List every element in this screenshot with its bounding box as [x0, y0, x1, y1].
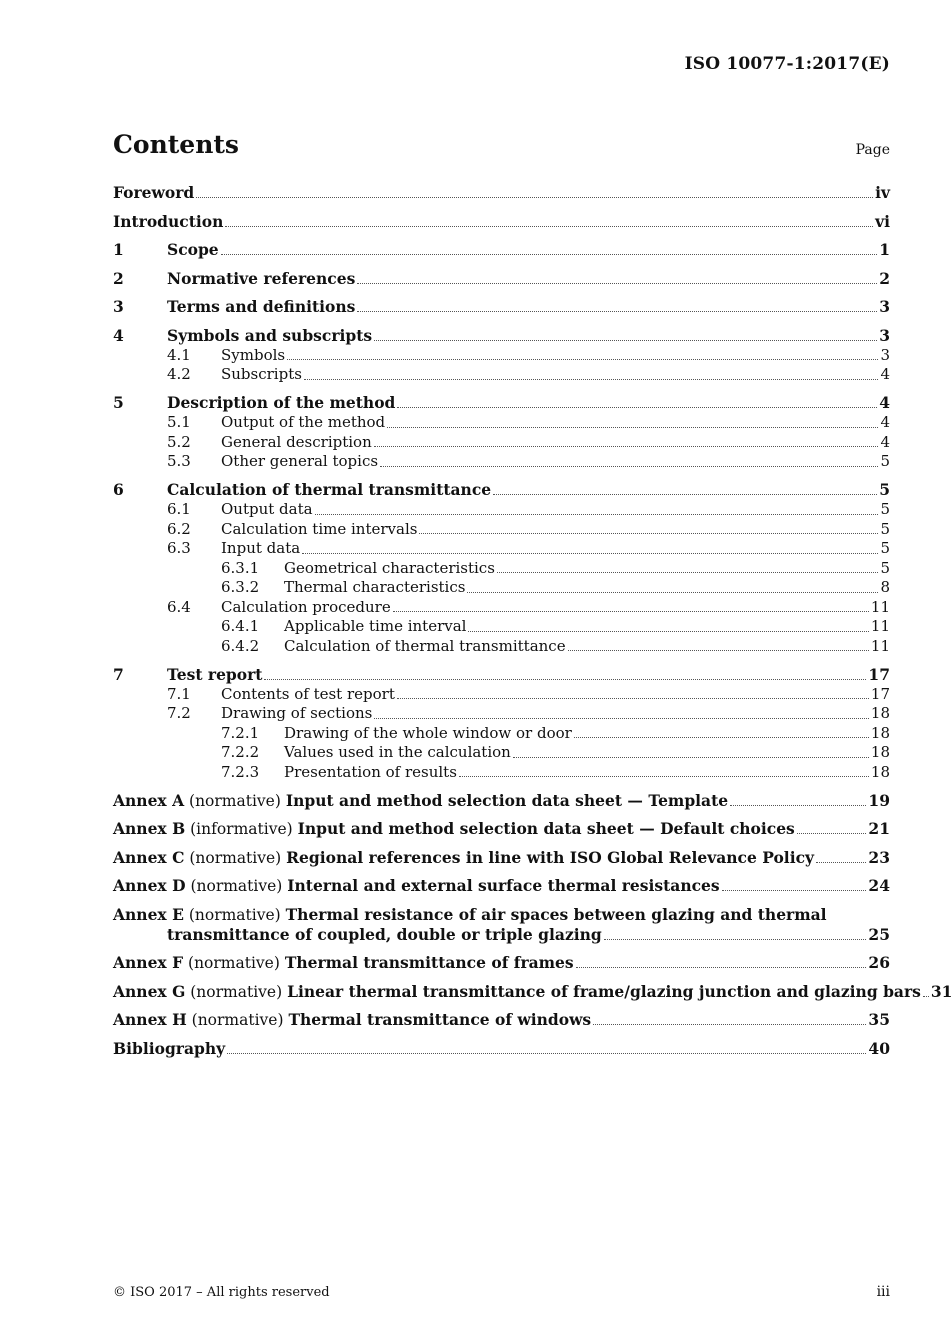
toc-entry-number: 7.1 [167, 684, 191, 703]
toc-entry-title[interactable]: Subscripts [221, 365, 302, 383]
dot-leader [393, 610, 869, 612]
toc-entry-title[interactable]: Normative references [167, 268, 356, 288]
toc-entry[interactable] [113, 617, 890, 637]
toc-entry[interactable] [113, 598, 890, 618]
toc-entry-page: 11 [870, 636, 890, 655]
bibliography-page: 40 [868, 1038, 890, 1058]
toc-entry-number: 5.3 [167, 452, 191, 470]
dot-leader [497, 571, 879, 573]
toc-entry-title[interactable]: Output data [221, 500, 313, 518]
toc-entry-page: 5 [880, 539, 890, 557]
annex-title[interactable]: Input and method selection data sheet — Template [285, 790, 729, 810]
annex-heading [113, 819, 795, 839]
annex-page: 24 [868, 876, 890, 895]
toc-entry-number: 6.3.2 [221, 578, 260, 596]
annex-type: (normative) [190, 982, 283, 1001]
toc-entry-number: 2 [113, 268, 124, 288]
toc-entry-number: 7.2.2 [221, 743, 260, 761]
annex-page: 19 [868, 790, 890, 810]
toc-entry-number: 6.2 [167, 519, 191, 538]
toc-entry-title[interactable]: Thermal characteristics [284, 578, 466, 596]
toc-entry-number: 7.2 [167, 704, 191, 722]
toc-entry[interactable] [113, 743, 890, 763]
toc-entry-page: 5 [879, 480, 890, 499]
annex-page: 21 [868, 819, 890, 838]
dot-leader [374, 339, 877, 341]
annex-title[interactable]: Input and method selection data sheet — Default choices [297, 819, 795, 838]
toc-entry-page: 18 [870, 704, 890, 722]
bibliography-title[interactable]: Bibliography [113, 1038, 226, 1058]
annex-entry-line [113, 905, 890, 925]
toc-entry[interactable] [113, 452, 890, 472]
annex-title-continued[interactable]: transmittance of coupled, double or triple glazing [167, 924, 602, 944]
toc-entry-number: 1 [113, 240, 124, 259]
dot-leader [513, 756, 869, 758]
toc-entry-number: 4.1 [167, 345, 191, 364]
toc-entry-title[interactable]: Applicable time interval [284, 617, 467, 635]
toc-entry-page: 4 [880, 432, 890, 451]
annex-label: Annex E [113, 904, 184, 924]
dot-leader [227, 1052, 866, 1054]
toc-entry-title[interactable]: Foreword [113, 183, 195, 202]
toc-entry-page: 11 [870, 597, 890, 616]
annex-entry[interactable] [113, 791, 890, 811]
annex-entry[interactable] [113, 981, 952, 1002]
toc-entry-number: 5 [113, 393, 124, 412]
annex-type: (normative) [191, 1011, 284, 1029]
dot-leader [816, 861, 866, 863]
annex-title[interactable]: Thermal transmittance of frames [284, 953, 574, 972]
annex-type: (informative) [190, 820, 293, 838]
annex-entry[interactable] [113, 1010, 890, 1030]
dot-leader [604, 938, 867, 940]
dot-leader [467, 591, 878, 593]
toc-entry-title[interactable]: Drawing of the whole window or door [284, 723, 572, 742]
annex-heading [113, 876, 720, 896]
dot-leader [380, 465, 878, 467]
toc-entry-page: 11 [870, 617, 890, 635]
toc-entry[interactable] [113, 704, 890, 724]
toc-entry[interactable] [113, 413, 890, 433]
annex-entry[interactable] [113, 848, 890, 868]
toc-entry[interactable] [113, 724, 890, 744]
toc-entry-number: 6.3.1 [221, 558, 260, 577]
toc-entry[interactable] [113, 183, 890, 203]
toc-entry-number: 7.2.3 [221, 762, 260, 781]
toc-entry[interactable] [113, 539, 890, 559]
dot-leader [225, 225, 873, 227]
toc-entry[interactable] [113, 480, 890, 500]
annex-label: Annex A [113, 790, 185, 810]
annex-title[interactable]: Internal and external surface thermal resistances [287, 876, 720, 895]
dot-leader [196, 196, 873, 198]
annex-heading [113, 791, 728, 811]
toc-entry-bibliography[interactable] [113, 1039, 890, 1059]
dot-leader [722, 889, 867, 891]
toc-entry-page: 4 [880, 365, 890, 383]
toc-entry-page: 17 [868, 664, 890, 684]
dot-leader [374, 445, 879, 447]
toc-entry-number: 3 [113, 297, 124, 316]
toc-entry-number: 4 [113, 325, 124, 345]
dot-leader [593, 1023, 866, 1025]
toc-entry[interactable] [113, 297, 890, 317]
annex-label: Annex G [113, 981, 186, 1001]
annex-type: (normative) [188, 905, 281, 924]
dot-leader [302, 552, 878, 554]
toc-entry-page: 4 [880, 413, 890, 431]
toc-entry[interactable] [113, 240, 890, 260]
annex-label: Annex D [113, 876, 186, 895]
toc-entry-page: 17 [870, 684, 890, 703]
annex-title[interactable]: Linear thermal transmittance of frame/glazing junction and glazing bars [287, 981, 921, 1001]
toc-entry[interactable] [113, 559, 890, 579]
toc-entry-page: 3 [880, 345, 890, 364]
toc-entry-title[interactable]: Contents of test report [221, 684, 395, 703]
dot-leader [374, 717, 869, 719]
toc-entry-title[interactable]: Input data [221, 539, 301, 557]
annex-type: (normative) [188, 954, 280, 972]
dot-leader [397, 406, 877, 408]
table-of-contents [113, 183, 952, 1059]
toc-entry[interactable] [113, 763, 890, 783]
toc-entry-number: 6.4 [167, 597, 191, 616]
toc-entry[interactable] [113, 520, 890, 540]
toc-entry-page: 3 [879, 325, 890, 345]
dot-leader [797, 832, 867, 834]
toc-entry[interactable] [113, 269, 890, 289]
annex-title[interactable]: Regional references in line with ISO Global Relevance Policy [286, 847, 815, 867]
toc-entry-page: 5 [880, 500, 890, 518]
toc-entry-title[interactable]: Presentation of results [284, 762, 457, 781]
toc-entry-title[interactable]: Output of the method [221, 413, 386, 431]
toc-entry[interactable] [113, 500, 890, 520]
dot-leader [576, 966, 867, 968]
toc-entry[interactable] [113, 665, 890, 685]
toc-entry-title[interactable]: Other general topics [221, 452, 379, 470]
toc-entry-title[interactable]: General description [221, 432, 372, 451]
dot-leader [730, 804, 866, 806]
toc-entry-title[interactable]: Calculation of thermal transmittance [284, 636, 566, 655]
toc-entry-title[interactable]: Introduction [113, 211, 224, 231]
toc-entry-page: 18 [870, 743, 890, 761]
toc-entry-page: iv [875, 183, 890, 202]
toc-entry-title[interactable]: Geometrical characteristics [284, 558, 495, 577]
dot-leader [574, 736, 869, 738]
toc-entry-title[interactable]: Test report [167, 664, 263, 684]
toc-entry-title[interactable]: Calculation time intervals [221, 519, 418, 538]
annex-page: 25 [868, 924, 890, 944]
dot-leader [459, 775, 869, 777]
dot-leader [287, 358, 878, 360]
annex-page: 31 [930, 981, 952, 1001]
annex-label: Annex B [113, 819, 186, 838]
dot-leader [568, 649, 869, 651]
annex-entry[interactable] [113, 876, 890, 896]
dot-leader [304, 378, 879, 380]
dot-leader [264, 678, 866, 680]
dot-leader [419, 532, 878, 534]
dot-leader [357, 282, 877, 284]
toc-entry-title[interactable]: Calculation procedure [221, 597, 391, 616]
toc-entry[interactable] [113, 637, 890, 657]
dot-leader [923, 995, 929, 997]
toc-entry-number: 6.4.2 [221, 636, 260, 655]
annex-entry[interactable] [113, 819, 890, 839]
toc-entry-page: 18 [870, 762, 890, 781]
toc-entry-title[interactable]: Symbols [221, 345, 286, 364]
annex-page: 26 [868, 953, 890, 972]
toc-entry-page: 3 [879, 297, 890, 316]
toc-entry[interactable] [113, 212, 890, 232]
toc-entry[interactable] [113, 433, 890, 453]
annex-entry[interactable] [113, 953, 890, 973]
toc-entry-page: vi [875, 211, 890, 231]
toc-entry-number: 7.2.1 [221, 723, 260, 742]
toc-entry-page: 1 [879, 240, 890, 259]
footer-page-number: iii [876, 1284, 890, 1300]
toc-entry-page: 5 [880, 519, 890, 538]
toc-entry-title[interactable]: Drawing of sections [221, 704, 373, 722]
annex-title[interactable]: Thermal transmittance of windows [288, 1010, 592, 1029]
annex-entry[interactable] [113, 905, 890, 945]
toc-entry-title[interactable]: Symbols and subscripts [167, 325, 373, 345]
toc-entry-number: 7 [113, 664, 124, 684]
toc-entry-number: 6.4.1 [221, 617, 260, 635]
toc-entry[interactable] [113, 578, 890, 598]
toc-entry-page: 5 [880, 452, 890, 470]
toc-entry[interactable] [113, 393, 890, 413]
annex-heading [113, 848, 814, 868]
toc-entry-title[interactable]: Calculation of thermal transmittance [167, 480, 492, 499]
toc-entry-title[interactable]: Scope [167, 240, 219, 259]
dot-leader [221, 253, 878, 255]
dot-leader [397, 697, 869, 699]
toc-entry-title[interactable]: Terms and definitions [167, 297, 356, 316]
annex-label: Annex C [113, 847, 185, 867]
toc-entry-number: 4.2 [167, 365, 191, 383]
toc-entry-number: 6 [113, 480, 124, 499]
annex-title[interactable]: Thermal resistance of air spaces between glazing and thermal [285, 904, 827, 924]
toc-entry-page: 2 [879, 268, 890, 288]
toc-entry-page: 18 [870, 723, 890, 742]
annex-type: (normative) [189, 848, 282, 867]
toc-entry-number: 6.1 [167, 500, 191, 518]
annex-type: (normative) [189, 791, 281, 810]
annex-heading [113, 1010, 591, 1030]
dot-leader [387, 426, 878, 428]
document-id: ISO 10077-1:2017(E) [684, 54, 890, 74]
toc-entry-page: 8 [880, 578, 890, 596]
annex-heading [113, 982, 921, 1002]
toc-entry-number: 6.3 [167, 539, 191, 557]
toc-entry-number: 5.1 [167, 413, 191, 431]
annex-label: Annex F [113, 953, 184, 972]
toc-entry-title[interactable]: Values used in the calculation [284, 743, 511, 761]
page-column-label: Page [855, 142, 890, 158]
annex-type: (normative) [190, 877, 283, 895]
toc-entry-title[interactable]: Description of the method [167, 393, 396, 412]
toc-entry-page: 4 [879, 393, 890, 412]
toc-entry-number: 5.2 [167, 432, 191, 451]
annex-page: 23 [868, 847, 890, 867]
toc-entry[interactable] [113, 346, 890, 366]
toc-entry[interactable] [113, 685, 890, 705]
annex-heading [113, 953, 574, 973]
toc-entry[interactable] [113, 365, 890, 385]
toc-entry[interactable] [113, 326, 890, 346]
annex-label: Annex H [113, 1010, 187, 1029]
copyright-notice: © ISO 2017 – All rights reserved [113, 1285, 330, 1300]
dot-leader [493, 493, 877, 495]
dot-leader [468, 630, 868, 632]
dot-leader [315, 513, 879, 515]
annex-entry-continuation [167, 925, 890, 945]
toc-entry-page: 5 [880, 558, 890, 577]
page-title: Contents [113, 130, 240, 159]
annex-page: 35 [868, 1010, 890, 1029]
dot-leader [357, 310, 877, 312]
